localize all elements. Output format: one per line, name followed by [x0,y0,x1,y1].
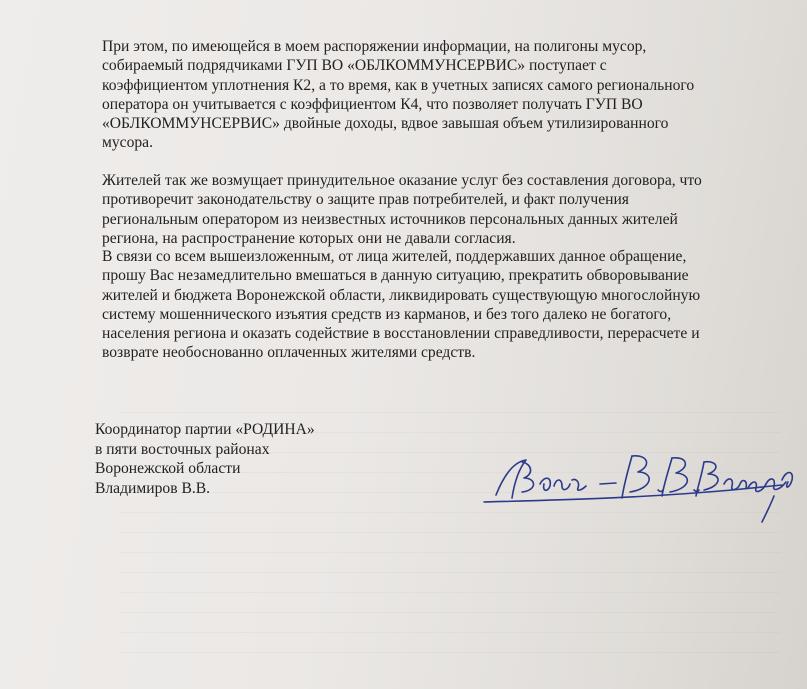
text-line: Жителей так же возмущает принудительное оказание услуг без составления договора, что [102,172,702,189]
text-line: жителей и бюджета Воронежской области, ликвидировать существующую многослойную [102,286,701,304]
signatory-name: Владимиров В.В. [95,479,211,497]
paragraph-landfill-coefficient [102,37,782,153]
text-line: прошу Вас незамедлительно вмешаться в данную ситуацию, прекратить обворовывание [102,267,689,285]
signatory-block [95,420,315,498]
text-line: коэффициентом уплотнения К2, а то время, как в учетных записях самого регионального [102,76,695,94]
text-line: региона, на распространение которых они не давали согласия. [102,229,516,247]
signatory-title: Координатор партии «РОДИНА» [95,421,315,438]
text-line: собираемый подрядчиками ГУП ВО «ОБЛКОММУНСЕРВИС» поступает с [102,57,607,75]
text-line: систему мошеннического изъятия средств из карманов, и без того далеко не богатого, [102,305,672,323]
paragraph-residents-complaints [102,171,782,248]
signatory-region: в пяти восточных районах [95,440,270,458]
text-line: возврате необоснованно оплаченных жителями средств. [102,344,476,362]
text-line: оператора он учитывается с коэффициентом К4, что позволяет получать ГУП ВО [102,95,643,113]
text-line: противоречит законодательству о защите прав потребителей, и факт получения [102,191,629,209]
text-line: В связи со всем вышеизложенным, от лица жителей, поддержавших данное обращение, [102,248,687,265]
text-line: населения региона и оказать содействие в восстановлении справедливости, перерасчете и [102,325,700,343]
text-line: «ОБЛКОММУНСЕРВИС» двойные доходы, вдвое завышая объем утилизированного [102,115,669,133]
signatory-oblast: Воронежской области [95,460,241,478]
text-line: При этом, по имеющейся в моем распоряжении информации, на полигоны мусор, [102,38,647,55]
text-line: мусора. [102,134,153,152]
handwritten-signature [482,440,802,530]
paragraph-request [102,247,782,363]
text-line: региональным оператором из неизвестных источников персональных данных жителей [102,210,678,228]
